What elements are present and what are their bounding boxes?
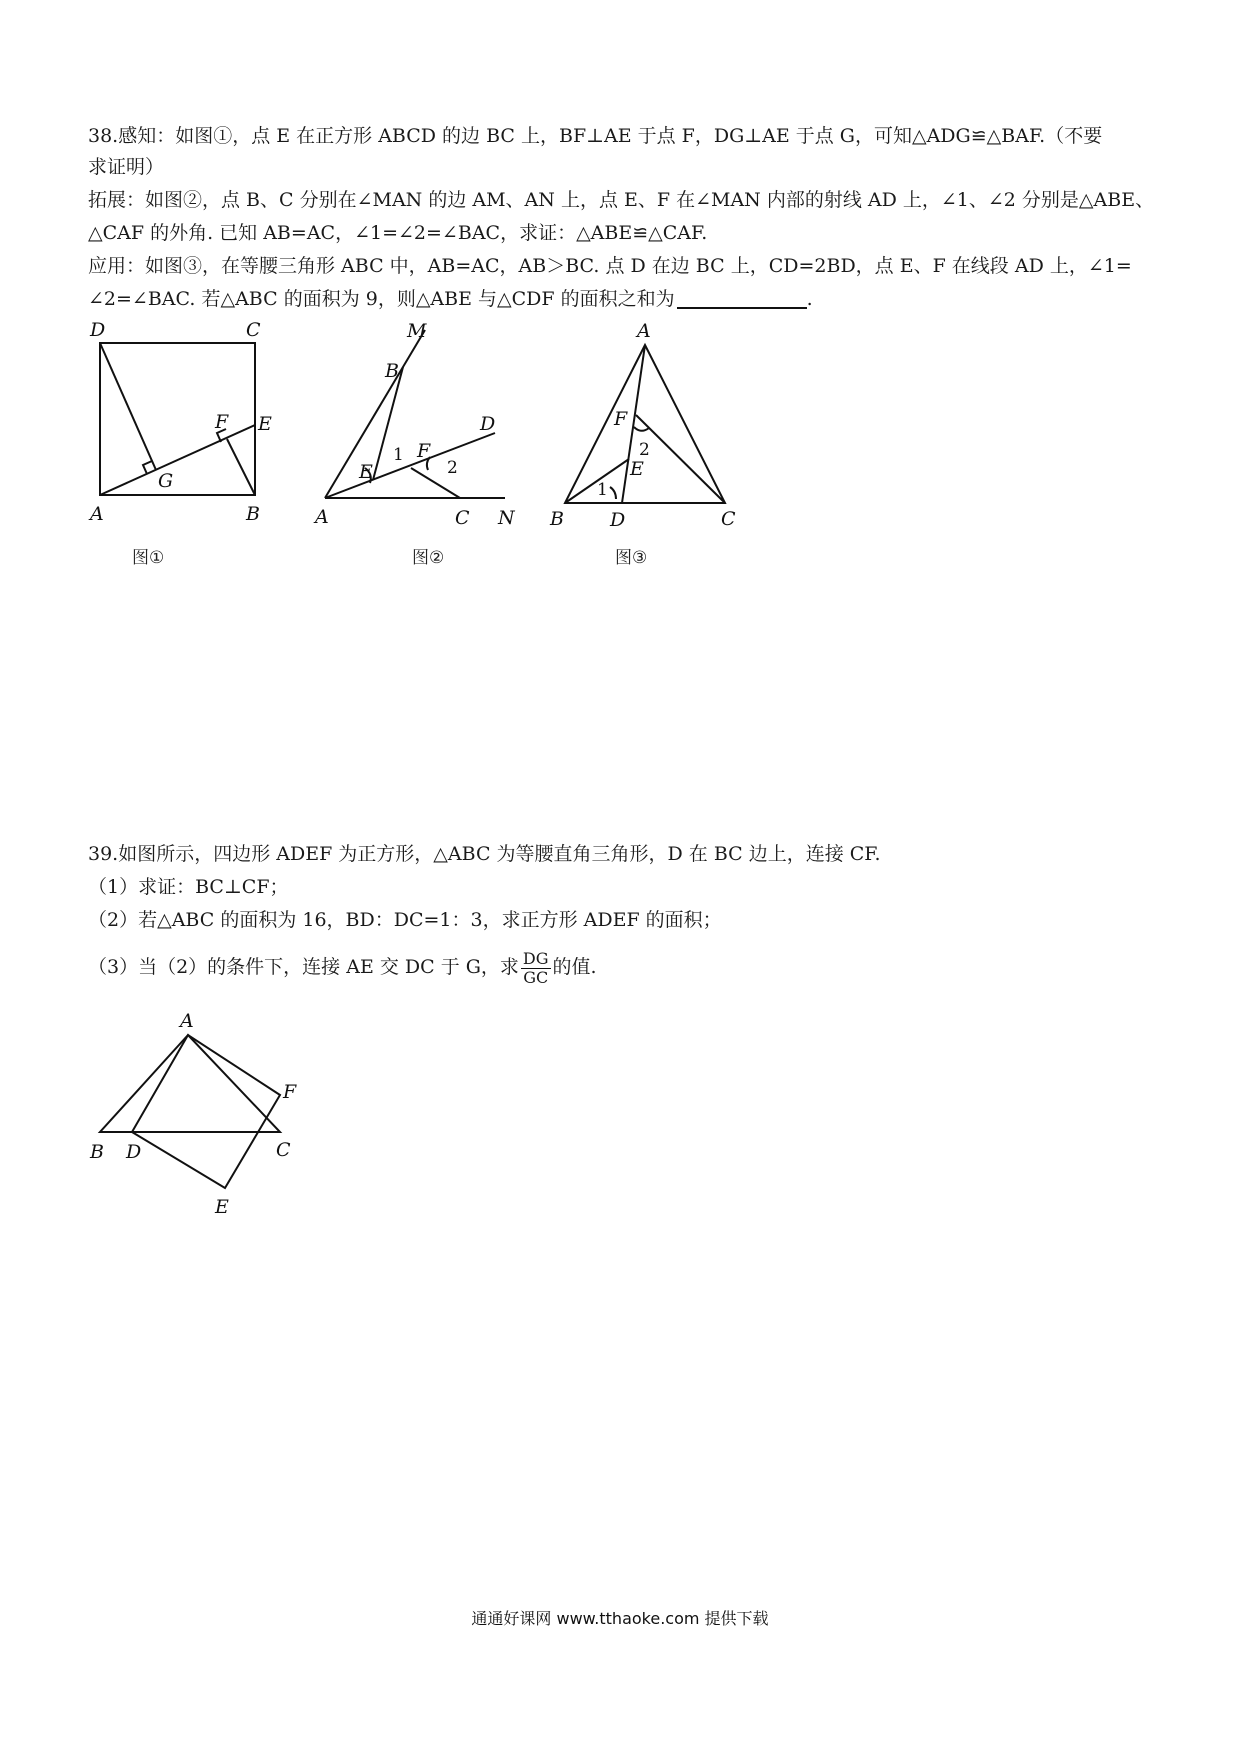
q38-line-3: 拓展：如图②，点 B、C 分别在∠MAN 的边 AM、AN 上，点 E、F 在∠MAN 内部的射线 AD 上，∠1、∠2 分别是△ABE、	[88, 189, 1155, 211]
q39-fig-label-b: B	[90, 1141, 104, 1163]
q38-line-6-text: ∠2=∠BAC. 若△ABC 的面积为 9，则△ABE 与△CDF 的面积之和为	[88, 288, 675, 310]
fig3-label-c: C	[721, 508, 736, 530]
q38-line-2: 求证明）	[88, 156, 165, 178]
fig2-label-b: B	[385, 360, 399, 382]
q39-line-4	[88, 946, 597, 988]
fig3-label-d: D	[610, 509, 626, 531]
fig2-label-a: A	[315, 506, 329, 528]
fig3-angle-2: 2	[639, 440, 650, 460]
q39-fig-label-a: A	[180, 1010, 194, 1032]
q39-fig-label-c: C	[276, 1139, 291, 1161]
q39-fig-label-f: F	[283, 1081, 297, 1103]
fig2-label-c: C	[455, 507, 470, 529]
fig3-caption: 图③	[615, 548, 648, 568]
fraction-numerator: DG	[522, 948, 549, 968]
fig3-label-b: B	[550, 508, 564, 530]
q39-fig-label-e: E	[215, 1196, 229, 1218]
fig1-label-g: G	[158, 470, 174, 492]
figure-3	[540, 315, 750, 575]
fig1-label-f: F	[215, 411, 229, 433]
figure-1	[80, 315, 300, 575]
fig3-angle-1: 1	[597, 480, 608, 500]
fraction-denominator: GC	[523, 967, 549, 987]
figure-q39	[80, 1010, 310, 1230]
footer-text: 通通好课网 www.tthaoke.com 提供下载	[471, 1609, 769, 1628]
figure-2	[315, 315, 530, 575]
fig2-label-d: D	[480, 413, 496, 435]
q39-line-3: （2）若△ABC 的面积为 16，BD：DC=1：3，求正方形 ADEF 的面积；	[88, 909, 722, 931]
q38-line-1: 38.感知：如图①，点 E 在正方形 ABCD 的边 BC 上，BF⊥AE 于点 F，DG⊥AE 于点 G，可知△ADG≌△BAF.（不要	[88, 125, 1103, 147]
fig1-label-b: B	[246, 503, 260, 525]
fig1-caption: 图①	[132, 548, 165, 568]
fig1-label-d: D	[90, 319, 106, 341]
q38-line-6-end: .	[806, 288, 813, 310]
fig1-label-c: C	[246, 319, 261, 341]
fig2-label-n: N	[498, 507, 515, 529]
fig2-label-e: E	[359, 461, 373, 483]
fig2-angle-2: 2	[447, 458, 458, 478]
answer-blank[interactable]	[677, 287, 807, 309]
fig2-caption: 图②	[412, 548, 445, 568]
q39-fig-label-d: D	[126, 1141, 142, 1163]
q38-line-6	[88, 285, 813, 313]
q39-line-4-pre: （3）当（2）的条件下，连接 AE 交 DC 于 G，求	[88, 956, 519, 978]
fig2-angle-1: 1	[393, 445, 404, 465]
q39-line-1: 39.如图所示，四边形 ADEF 为正方形，△ABC 为等腰直角三角形，D 在 BC 边上，连接 CF.	[88, 843, 881, 865]
q38-line-4: △CAF 的外角. 已知 AB=AC，∠1=∠2=∠BAC，求证：△ABE≌△CAF.	[88, 222, 708, 244]
fig2-label-m: M	[407, 320, 427, 342]
fig1-label-a: A	[90, 503, 104, 525]
q39-line-4-post: 的值.	[552, 956, 597, 978]
q39-line-2: （1）求证：BC⊥CF；	[88, 876, 289, 898]
fig3-label-f: F	[614, 408, 628, 430]
fig1-label-e: E	[258, 413, 272, 435]
fig2-label-f: F	[417, 440, 431, 462]
fig3-label-e: E	[630, 458, 644, 480]
fraction-dg-gc	[521, 950, 551, 987]
fig3-label-a: A	[637, 320, 651, 342]
q38-line-5: 应用：如图③，在等腰三角形 ABC 中，AB=AC，AB＞BC. 点 D 在边 BC 上，CD=2BD，点 E、F 在线段 AD 上，∠1=	[88, 255, 1132, 277]
